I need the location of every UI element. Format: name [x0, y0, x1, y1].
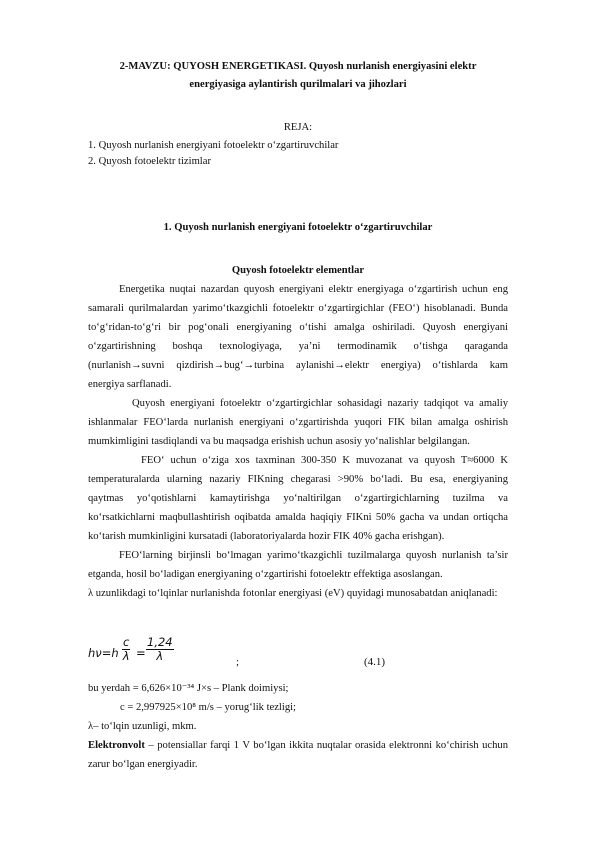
- p1-line-1: Energetika nuqtai nazardan quyosh energiyani elektr energiyaga o‘zgartirish uchun eng: [119, 284, 508, 295]
- formula-frac1-numerator: c: [123, 635, 130, 649]
- subsection-heading: Quyosh fotoelektr elementlar: [231, 265, 365, 276]
- p3-line-4: ko‘rsatkichlarni maqbullashtirish oqibatda amalda haqiqiy FIKni 50% gacha va undan ortiqcha: [88, 512, 508, 523]
- p2-line-1: Quyosh energiyani fotoelektr o‘zgartirgichlar sohasidagi nazariy tadqiqot va amaliy: [132, 398, 508, 409]
- photon-energy-formula: [88, 636, 518, 670]
- electronvolt-definition: – potensiallar farqi 1 V bo‘lgan ikkita nuqtalar orasida elektronni ko‘chirish uchun: [144, 740, 508, 751]
- formula-fraction-c-over-lambda: [122, 636, 130, 663]
- definition-speed-of-light: c = 2,997925×10⁸ m/s – yorug‘lik tezligi;: [120, 702, 297, 713]
- section-heading: 1. Quyosh nurlanish energiyani fotoelektr o‘zgartiruvchilar: [163, 222, 433, 233]
- formula-fraction-124-over-lambda: [146, 636, 174, 663]
- plan-heading: REJA:: [283, 122, 313, 133]
- formula-lhs: hν=h: [88, 646, 119, 660]
- electronvolt-term: Elektronvolt: [88, 740, 145, 751]
- formula-semicolon: ;: [236, 656, 240, 668]
- p5-line: λ uzunlikdagi to‘lqinlar nurlanishda fotonlar energiyasi (eV) quyidagi munosabatdan aniqlanadi:: [88, 588, 498, 599]
- p1-line-4: o‘zgartirishning boshqa texnologiyaga, ya’ni termodinamik o‘tishga qaraganda: [88, 341, 508, 352]
- p1-line-2: samarali qurilmalardan yarimo‘tkazgichli fotoelektr o‘zgartirgichlar (FEO‘) hisoblanadi. Bunda: [88, 303, 508, 314]
- plan-item-1: 1. Quyosh nurlanish energiyani fotoelektr o‘zgartiruvchilar: [88, 140, 339, 151]
- p4-line-2: etganda, hosil bo‘ladigan energiyaning o‘zgartirishi fotoelektr effektiga asoslangan.: [88, 569, 443, 580]
- formula-frac1-denominator: λ: [122, 649, 130, 663]
- p4-line-1: FEO‘larning birjinsli bo‘lmagan yarimo‘tkazgichli tuzilmalarga quyosh nurlanish ta’sir: [119, 550, 508, 561]
- p1-line-5: (nurlanish→suvni qizdirish→bug‘→turbina aylanishi→elektr energiya) o‘tishlarda kam: [88, 360, 508, 371]
- formula-number: (4.1): [364, 656, 386, 668]
- p1-line-6: energiya sarflanadi.: [88, 379, 172, 390]
- definition-electronvolt-line-2: zarur bo‘lgan energiyadir.: [88, 759, 198, 770]
- definition-wavelength: λ– to‘lqin uzunligi, mkm.: [88, 721, 197, 732]
- formula-frac2-numerator: 1,24: [147, 635, 173, 649]
- p1-line-3: to‘g‘ridan-to‘g‘ri bir pog‘onali energiyaning o‘tishi amalga oshiriladi. Quyosh energiyani: [88, 322, 508, 333]
- definition-electronvolt: [88, 739, 508, 752]
- p2-line-3: mumkimligini tasdiqlandi va bu maqsadga erishish uchun asosiy yo‘nalishlar belgilangan.: [88, 436, 470, 447]
- title-line-1: 2-MAVZU: QUYOSH ENERGETIKASI. Quyosh nurlanish energiyasini elektr: [119, 61, 477, 72]
- p3-line-5: ko‘tarish mumkinligini kursatadi (laboratoriyalarda hozir FIK 40% gacha erishgan).: [88, 531, 445, 542]
- p3-line-1: FEO‘ uchun o‘ziga xos taxminan 300-350 K muvozanat va quyosh T≈6000 K: [141, 455, 508, 466]
- formula-equals: =: [136, 646, 146, 660]
- p3-line-3: qaytmas yo‘qotishlarni kamaytirishga yo‘naltirilgan o‘zgartirgichlarning tuzilma va: [88, 493, 508, 504]
- p3-line-2: temperaturalarda ularning nazariy FIKning chegarasi >90% bo‘ladi. Bu esa, energiyaning: [88, 474, 508, 485]
- p2-line-2: ishlanmalar FEO‘larda nurlanish energiyani o‘zgartirishda yuqori FIK bilan amalga oshirish: [88, 417, 508, 428]
- formula-frac2-denominator: λ: [156, 649, 164, 663]
- title-line-2: energiyasiga aylantirish qurilmalari va jihozlari: [189, 79, 407, 90]
- definition-planck: bu yerdah = 6,626×10⁻³⁴ J×s – Plank doimiysi;: [88, 683, 289, 694]
- plan-item-2: 2. Quyosh fotoelektr tizimlar: [88, 156, 211, 167]
